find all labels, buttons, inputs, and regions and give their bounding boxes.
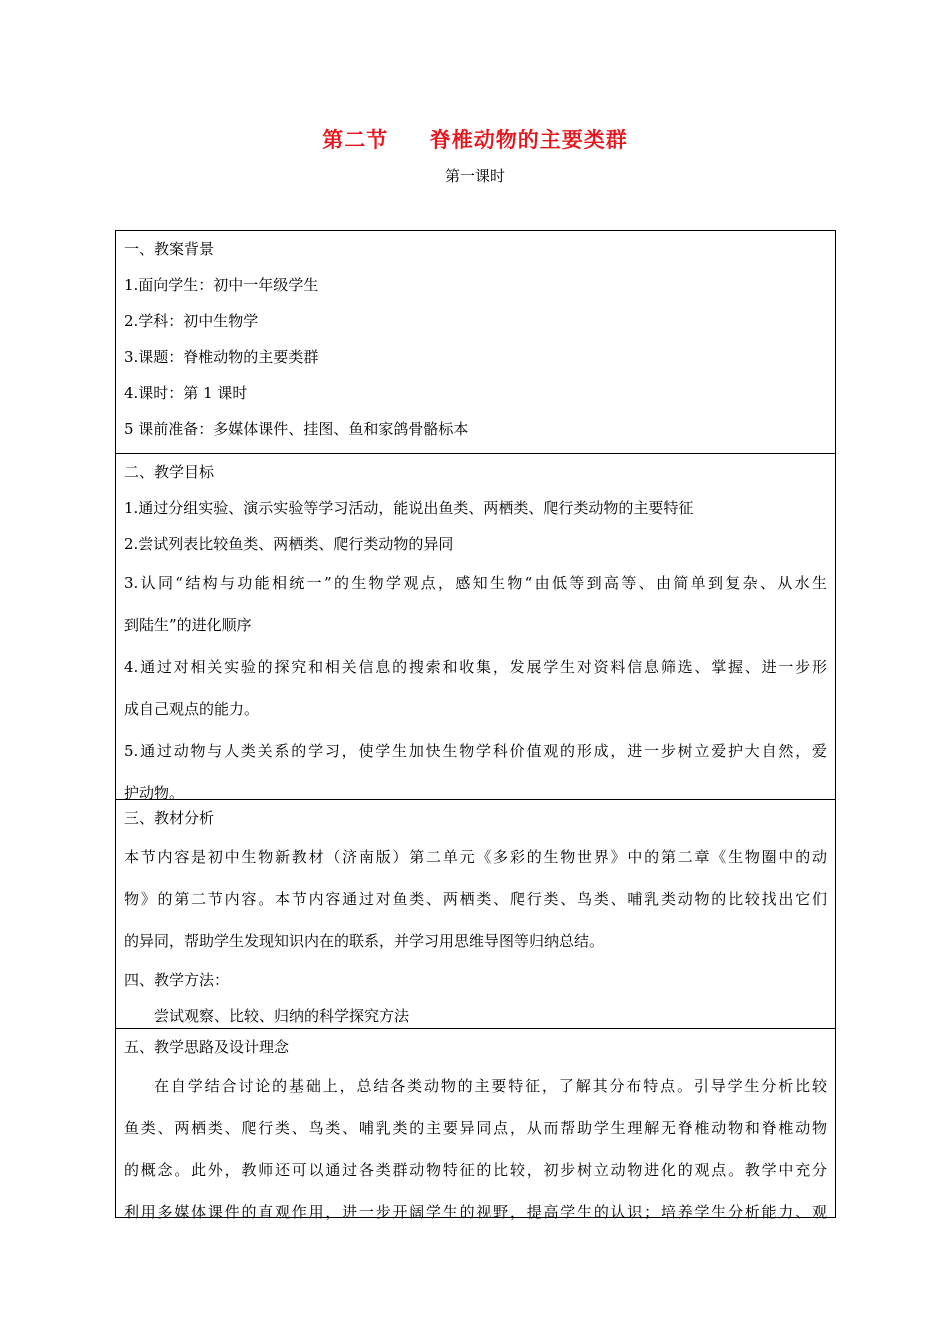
section-goals (116, 453, 835, 802)
section-heading: 一、教案背景 (124, 240, 215, 258)
background-line: 5 课前准备：多媒体课件、挂图、鱼和家鸽骨骼标本 (124, 420, 469, 438)
method-heading: 四、教学方法： (124, 971, 230, 989)
design-line: 的概念。此外，教师还可以通过各类群动物特征的比较，初步树立动物进化的观点。教学中充分 (124, 1161, 827, 1179)
section-heading: 五、教学思路及设计理念 (124, 1038, 290, 1056)
lesson-plan-table (115, 230, 836, 1221)
background-line: 3.课题：脊椎动物的主要类群 (124, 348, 319, 366)
analysis-line: 的异同，帮助学生发现知识内在的联系，并学习用思维导图等归纳总结。 (124, 932, 605, 950)
analysis-line: 本节内容是初中生物新教材（济南版）第二单元《多彩的生物世界》中的第二章《生物圈中的动 (124, 848, 827, 866)
goal-line: 到陆生”的进化顺序 (124, 616, 252, 634)
section-heading: 二、教学目标 (124, 463, 215, 481)
page-title: 第二节 脊椎动物的主要类群 (322, 128, 628, 152)
section-background (116, 231, 835, 453)
section-analysis (116, 799, 835, 1028)
method-text: 尝试观察、比较、归纳的科学探究方法 (154, 1007, 410, 1025)
background-line: 2.学科：初中生物学 (124, 312, 259, 330)
design-line: 在自学结合讨论的基础上，总结各类动物的主要特征，了解其分布特点。引导学生分析比较 (154, 1077, 827, 1095)
background-line: 4.课时：第 1 课时 (124, 384, 248, 402)
background-line: 1.面向学生：初中一年级学生 (124, 276, 319, 294)
goal-line: 护动物。 (124, 784, 185, 802)
goal-line: 4.通过对相关实验的探究和相关信息的搜索和收集，发展学生对资料信息筛选、掌握、进一步形 (124, 658, 827, 676)
analysis-line: 物》的第二节内容。本节内容通过对鱼类、两栖类、爬行类、鸟类、哺乳类动物的比较找出它们 (124, 890, 827, 908)
design-line: 利用多媒体课件的直观作用，进一步开阔学生的视野，提高学生的认识；培养学生分析能力、观 (124, 1203, 827, 1221)
design-line: 鱼类、两栖类、爬行类、鸟类、哺乳类的主要异同点，从而帮助学生理解无脊椎动物和脊椎动物 (124, 1119, 827, 1137)
page-subtitle: 第一课时 (444, 167, 505, 185)
goal-line: 5.通过动物与人类关系的学习，使学生加快生物学科价值观的形成，进一步树立爱护大自然，爱 (124, 742, 827, 760)
goal-line: 3.认同“结构与功能相统一”的生物学观点，感知生物“由低等到高等、由简单到复杂、从水生 (124, 574, 827, 592)
goal-line: 2.尝试列表比较鱼类、两栖类、爬行类动物的异同 (124, 535, 454, 553)
goal-line: 成自己观点的能力。 (124, 700, 260, 718)
goal-line: 1.通过分组实验、演示实验等学习活动，能说出鱼类、两栖类、爬行类动物的主要特征 (124, 499, 694, 517)
section-design (116, 1028, 835, 1221)
section-heading: 三、教材分析 (124, 809, 215, 827)
